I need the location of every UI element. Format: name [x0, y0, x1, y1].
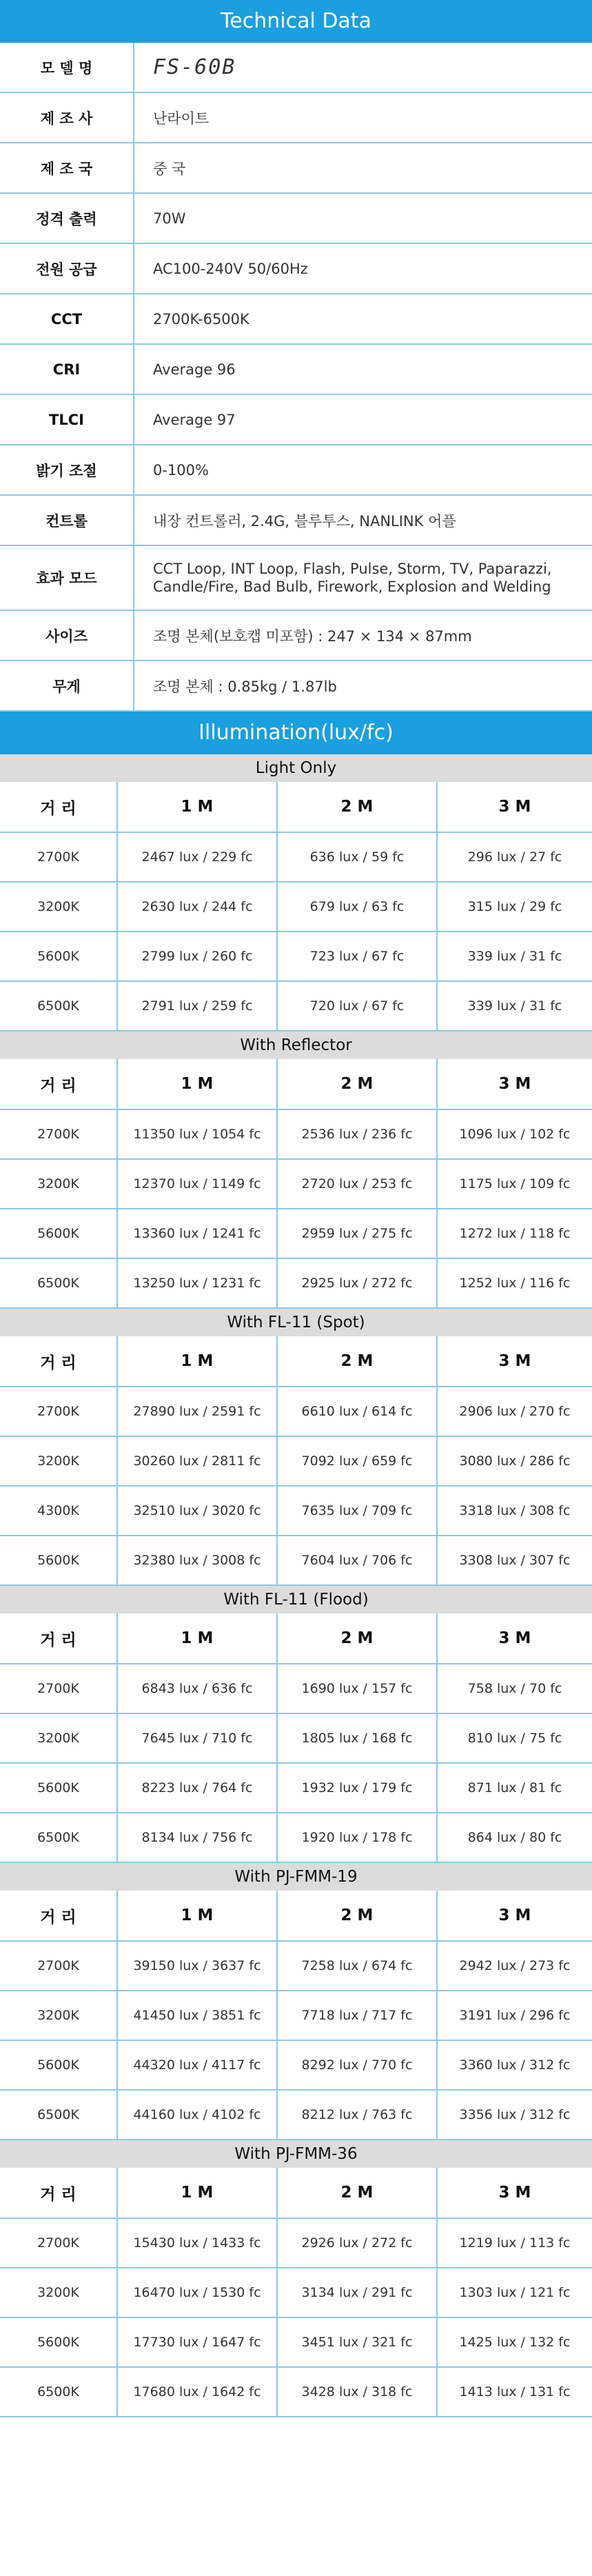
section-title: With FL-11 (Flood): [0, 1586, 592, 1613]
column-header: 거 리: [0, 782, 117, 832]
column-header: 3 M: [437, 1891, 592, 1941]
spec-row: [0, 495, 592, 545]
spec-label: 모 델 명: [0, 43, 134, 92]
lux-cell: 2959 lux / 275 fc: [277, 1209, 437, 1258]
spec-row: [0, 294, 592, 344]
lux-cell: 12370 lux / 1149 fc: [117, 1159, 277, 1209]
spec-value: AC100-240V 50/60Hz: [134, 243, 592, 294]
lux-cell: 2799 lux / 260 fc: [117, 932, 277, 981]
column-header: 2 M: [277, 2168, 437, 2218]
spec-value: 70W: [134, 193, 592, 243]
lux-cell: 3360 lux / 312 fc: [437, 2040, 592, 2090]
column-header: 2 M: [277, 1891, 437, 1941]
spec-label: 효과 모드: [0, 545, 134, 610]
column-header: 2 M: [277, 1059, 437, 1109]
table-row: [0, 2317, 592, 2367]
lux-cell: 810 lux / 75 fc: [437, 1713, 592, 1763]
lux-cell: 8134 lux / 756 fc: [117, 1813, 277, 1862]
lux-cell: 7718 lux / 717 fc: [277, 1991, 437, 2040]
cct-cell: 6500K: [0, 2367, 117, 2417]
lux-cell: 7604 lux / 706 fc: [277, 1536, 437, 1585]
lux-cell: 8292 lux / 770 fc: [277, 2040, 437, 2090]
spec-label: 정격 출력: [0, 193, 134, 243]
cct-cell: 6500K: [0, 1813, 117, 1862]
lux-cell: 636 lux / 59 fc: [277, 832, 437, 882]
spec-row: [0, 661, 592, 711]
table-row: [0, 1991, 592, 2040]
cct-cell: 2700K: [0, 1664, 117, 1713]
table-row: [0, 2218, 592, 2268]
lux-cell: 679 lux / 63 fc: [277, 882, 437, 932]
cct-cell: 3200K: [0, 1159, 117, 1209]
column-header: 거 리: [0, 1336, 117, 1387]
cct-cell: 3200K: [0, 1713, 117, 1763]
cct-cell: 5600K: [0, 2040, 117, 2090]
technical-data-banner: Technical Data: [0, 0, 592, 43]
lux-table: [0, 782, 592, 1032]
cct-cell: 3200K: [0, 1991, 117, 2040]
section-title: Light Only: [0, 754, 592, 782]
spec-label: 제 조 국: [0, 143, 134, 193]
lux-cell: 723 lux / 67 fc: [277, 932, 437, 981]
table-row: [0, 1813, 592, 1862]
lux-cell: 44320 lux / 4117 fc: [117, 2040, 277, 2090]
spec-label: CCT: [0, 294, 134, 344]
header-row: [0, 2168, 592, 2218]
table-row: [0, 1941, 592, 1991]
table-row: [0, 1109, 592, 1159]
table-row: [0, 2367, 592, 2417]
column-header: 1 M: [117, 1891, 277, 1941]
bottom-spacer: [0, 2417, 592, 2568]
lux-cell: 39150 lux / 3637 fc: [117, 1941, 277, 1991]
section-title: With PJ-FMM-36: [0, 2140, 592, 2168]
spec-value: Average 97: [134, 394, 592, 445]
lux-cell: 30260 lux / 2811 fc: [117, 1436, 277, 1486]
table-row: [0, 2268, 592, 2317]
lux-cell: 871 lux / 81 fc: [437, 1763, 592, 1813]
spec-row: [0, 43, 592, 92]
spec-row: [0, 92, 592, 143]
table-row: [0, 2040, 592, 2090]
lux-cell: 1175 lux / 109 fc: [437, 1159, 592, 1209]
spec-row: [0, 344, 592, 394]
spec-value: FS-60B: [134, 43, 592, 92]
header-row: [0, 1891, 592, 1941]
lux-cell: 2906 lux / 270 fc: [437, 1387, 592, 1436]
column-header: 1 M: [117, 1613, 277, 1664]
spec-value: 난라이트: [134, 92, 592, 143]
lux-cell: 7092 lux / 659 fc: [277, 1436, 437, 1486]
lux-cell: 1096 lux / 102 fc: [437, 1109, 592, 1159]
spec-row: [0, 394, 592, 445]
cct-cell: 2700K: [0, 1941, 117, 1991]
cct-cell: 2700K: [0, 2218, 117, 2268]
column-header: 3 M: [437, 2168, 592, 2218]
lux-cell: 1303 lux / 121 fc: [437, 2268, 592, 2317]
lux-cell: 7635 lux / 709 fc: [277, 1486, 437, 1536]
header-row: [0, 1613, 592, 1664]
lux-cell: 296 lux / 27 fc: [437, 832, 592, 882]
lux-cell: 315 lux / 29 fc: [437, 882, 592, 932]
lux-cell: 339 lux / 31 fc: [437, 981, 592, 1031]
section-title: With Reflector: [0, 1032, 592, 1059]
lux-cell: 1252 lux / 116 fc: [437, 1258, 592, 1308]
column-header: 2 M: [277, 1613, 437, 1664]
lux-cell: 2926 lux / 272 fc: [277, 2218, 437, 2268]
spec-value: 내장 컨트롤러, 2.4G, 블루투스, NANLINK 어플: [134, 495, 592, 545]
lux-cell: 1219 lux / 113 fc: [437, 2218, 592, 2268]
lux-cell: 16470 lux / 1530 fc: [117, 2268, 277, 2317]
lux-cell: 1690 lux / 157 fc: [277, 1664, 437, 1713]
column-header: 1 M: [117, 1336, 277, 1387]
table-row: [0, 1713, 592, 1763]
cct-cell: 4300K: [0, 1486, 117, 1536]
table-row: [0, 1536, 592, 1585]
spec-label: 전원 공급: [0, 243, 134, 294]
table-row: [0, 832, 592, 882]
column-header: 거 리: [0, 2168, 117, 2218]
lux-cell: 1272 lux / 118 fc: [437, 1209, 592, 1258]
lux-cell: 1920 lux / 178 fc: [277, 1813, 437, 1862]
column-header: 1 M: [117, 1059, 277, 1109]
lux-cell: 3318 lux / 308 fc: [437, 1486, 592, 1536]
cct-cell: 6500K: [0, 1258, 117, 1308]
cct-cell: 5600K: [0, 932, 117, 981]
spec-label: TLCI: [0, 394, 134, 445]
spec-value: 조명 본체(보호캡 미포함) : 247 × 134 × 87mm: [134, 610, 592, 661]
lux-table: [0, 1336, 592, 1586]
cct-cell: 3200K: [0, 882, 117, 932]
lux-cell: 3191 lux / 296 fc: [437, 1991, 592, 2040]
table-row: [0, 1387, 592, 1436]
spec-row: [0, 143, 592, 193]
table-row: [0, 1763, 592, 1813]
lux-cell: 11350 lux / 1054 fc: [117, 1109, 277, 1159]
lux-cell: 3134 lux / 291 fc: [277, 2268, 437, 2317]
lux-cell: 3308 lux / 307 fc: [437, 1536, 592, 1585]
lux-table: [0, 1059, 592, 1309]
lux-cell: 1932 lux / 179 fc: [277, 1763, 437, 1813]
lux-cell: 2536 lux / 236 fc: [277, 1109, 437, 1159]
lux-cell: 41450 lux / 3851 fc: [117, 1991, 277, 2040]
lux-table: [0, 2168, 592, 2417]
cct-cell: 2700K: [0, 1109, 117, 1159]
cct-cell: 3200K: [0, 1436, 117, 1486]
header-row: [0, 1336, 592, 1387]
lux-cell: 3451 lux / 321 fc: [277, 2317, 437, 2367]
column-header: 3 M: [437, 782, 592, 832]
column-header: 3 M: [437, 1336, 592, 1387]
lux-cell: 1413 lux / 131 fc: [437, 2367, 592, 2417]
spec-row: [0, 445, 592, 495]
table-row: [0, 1486, 592, 1536]
column-header: 거 리: [0, 1613, 117, 1664]
lux-cell: 720 lux / 67 fc: [277, 981, 437, 1031]
illumination-banner: Illumination(lux/fc): [0, 712, 592, 754]
cct-cell: 6500K: [0, 2090, 117, 2140]
spec-label: CRI: [0, 344, 134, 394]
table-row: [0, 882, 592, 932]
lux-cell: 6610 lux / 614 fc: [277, 1387, 437, 1436]
column-header: 3 M: [437, 1059, 592, 1109]
spec-label: 컨트롤: [0, 495, 134, 545]
lux-cell: 32510 lux / 3020 fc: [117, 1486, 277, 1536]
spec-value: Average 96: [134, 344, 592, 394]
lux-cell: 2720 lux / 253 fc: [277, 1159, 437, 1209]
spec-label: 무게: [0, 661, 134, 711]
column-header: 3 M: [437, 1613, 592, 1664]
lux-cell: 758 lux / 70 fc: [437, 1664, 592, 1713]
spec-row: [0, 193, 592, 243]
lux-cell: 32380 lux / 3008 fc: [117, 1536, 277, 1585]
lux-cell: 2630 lux / 244 fc: [117, 882, 277, 932]
lux-cell: 1805 lux / 168 fc: [277, 1713, 437, 1763]
column-header: 2 M: [277, 1336, 437, 1387]
table-row: [0, 1436, 592, 1486]
lux-cell: 864 lux / 80 fc: [437, 1813, 592, 1862]
spec-value: 중 국: [134, 143, 592, 193]
lux-cell: 339 lux / 31 fc: [437, 932, 592, 981]
lux-cell: 17730 lux / 1647 fc: [117, 2317, 277, 2367]
lux-cell: 1425 lux / 132 fc: [437, 2317, 592, 2367]
header-row: [0, 1059, 592, 1109]
lux-cell: 8223 lux / 764 fc: [117, 1763, 277, 1813]
lux-cell: 3428 lux / 318 fc: [277, 2367, 437, 2417]
lux-table: [0, 1613, 592, 1863]
lux-cell: 2467 lux / 229 fc: [117, 832, 277, 882]
cct-cell: 3200K: [0, 2268, 117, 2317]
table-row: [0, 1258, 592, 1308]
spec-table: [0, 43, 592, 712]
lux-cell: 13250 lux / 1231 fc: [117, 1258, 277, 1308]
table-row: [0, 2090, 592, 2140]
spec-row: [0, 610, 592, 661]
spec-row: [0, 243, 592, 294]
illumination-tables: [0, 754, 592, 2417]
cct-cell: 5600K: [0, 2317, 117, 2367]
lux-cell: 8212 lux / 763 fc: [277, 2090, 437, 2140]
spec-row: [0, 545, 592, 610]
table-row: [0, 1159, 592, 1209]
spec-value: 2700K-6500K: [134, 294, 592, 344]
spec-value: 0-100%: [134, 445, 592, 495]
lux-cell: 7645 lux / 710 fc: [117, 1713, 277, 1763]
column-header: 거 리: [0, 1891, 117, 1941]
lux-cell: 6843 lux / 636 fc: [117, 1664, 277, 1713]
table-row: [0, 1664, 592, 1713]
lux-table: [0, 1891, 592, 2140]
lux-cell: 17680 lux / 1642 fc: [117, 2367, 277, 2417]
cct-cell: 2700K: [0, 1387, 117, 1436]
lux-cell: 3356 lux / 312 fc: [437, 2090, 592, 2140]
spec-value: 조명 본체 : 0.85kg / 1.87lb: [134, 661, 592, 711]
lux-cell: 2942 lux / 273 fc: [437, 1941, 592, 1991]
lux-cell: 27890 lux / 2591 fc: [117, 1387, 277, 1436]
lux-cell: 2791 lux / 259 fc: [117, 981, 277, 1031]
spec-label: 사이즈: [0, 610, 134, 661]
lux-cell: 3080 lux / 286 fc: [437, 1436, 592, 1486]
cct-cell: 6500K: [0, 981, 117, 1031]
column-header: 1 M: [117, 782, 277, 832]
lux-cell: 13360 lux / 1241 fc: [117, 1209, 277, 1258]
table-row: [0, 981, 592, 1031]
lux-cell: 2925 lux / 272 fc: [277, 1258, 437, 1308]
cct-cell: 5600K: [0, 1209, 117, 1258]
table-row: [0, 932, 592, 981]
section-title: With PJ-FMM-19: [0, 1863, 592, 1891]
column-header: 거 리: [0, 1059, 117, 1109]
column-header: 2 M: [277, 782, 437, 832]
spec-label: 밝기 조절: [0, 445, 134, 495]
cct-cell: 2700K: [0, 832, 117, 882]
section-title: With FL-11 (Spot): [0, 1309, 592, 1336]
header-row: [0, 782, 592, 832]
spec-value: CCT Loop, INT Loop, Flash, Pulse, Storm, TV, Paparazzi, Candle/Fire, Bad Bulb, Firework, Explosion and Welding: [134, 545, 592, 610]
column-header: 1 M: [117, 2168, 277, 2218]
lux-cell: 15430 lux / 1433 fc: [117, 2218, 277, 2268]
lux-cell: 7258 lux / 674 fc: [277, 1941, 437, 1991]
spec-label: 제 조 사: [0, 92, 134, 143]
lux-cell: 44160 lux / 4102 fc: [117, 2090, 277, 2140]
cct-cell: 5600K: [0, 1536, 117, 1585]
table-row: [0, 1209, 592, 1258]
cct-cell: 5600K: [0, 1763, 117, 1813]
